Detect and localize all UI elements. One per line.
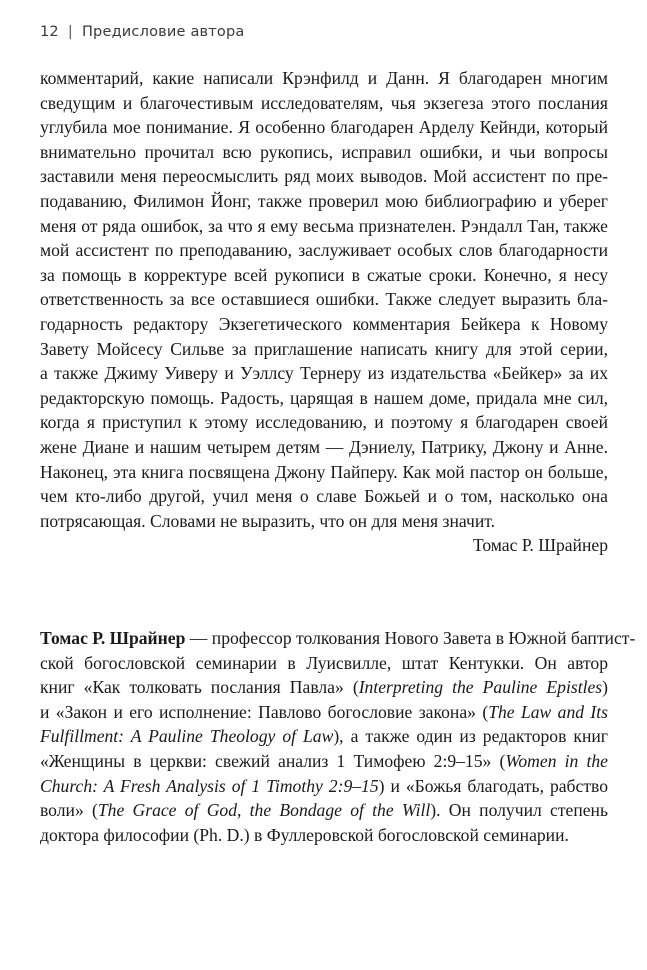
- bio-line: [40, 626, 636, 651]
- bio-book-title: The Grace of God, the Bondage of the Will: [97, 800, 431, 821]
- bio-book-title: Women in the: [505, 750, 608, 771]
- preface-line: меня от ряда ошибок, за что я ему весьма признателен. Рэндалл Тан, также: [40, 215, 608, 236]
- bio-text-segment: ): [602, 677, 608, 698]
- bio-line: [40, 675, 608, 700]
- preface-line: Наконец, эта книга посвящена Джону Пайперу. Как мой пастор он больше,: [40, 461, 608, 482]
- preface-line: годарность редактору Экзегетического комментария Бейкера к Новому: [40, 313, 608, 334]
- bio-line: [40, 749, 608, 774]
- bio-line: ской богословской семинарии в Луисвилле, штат Кентукки. Он автор: [40, 652, 608, 673]
- author-signature: Томас Р. Шрайнер: [472, 535, 608, 556]
- bio-text-segment: воли» (: [40, 800, 98, 821]
- bio-text-segment: книг «Как толковать послания Павла» (: [40, 677, 359, 698]
- running-head: [40, 24, 244, 40]
- preface-line: сведущим и благочестивым исследователям, чья экзегеза этого послания: [40, 92, 608, 113]
- preface-line: ответственность за все оставшиеся ошибки. Также следует выразить бла-: [40, 289, 608, 310]
- bio-line: [40, 724, 608, 749]
- bio-author-name: Томас Р. Шрайнер: [40, 628, 186, 648]
- bio-line: [40, 798, 608, 823]
- bio-book-title: Fulfillment: A Pauline Theology of Law: [40, 726, 334, 747]
- preface-line: внимательно прочитал всю рукопись, исправил ошибки, и чьи вопросы: [40, 141, 608, 162]
- author-bio: [40, 626, 636, 847]
- section-title: Предисловие автора: [81, 24, 245, 40]
- preface-line: комментарий, какие написали Крэнфилд и Данн. Я благодарен многим: [40, 68, 608, 88]
- preface-line: подаванию, Филимон Йонг, также проверил мою библиографию и уберег: [40, 190, 608, 211]
- bio-text-segment: ) и «Божья благодать, рабство: [378, 775, 608, 796]
- bio-book-title: The Law and Its: [488, 701, 609, 722]
- preface-line: чем кто-либо другой, учил меня о славе Божьей и о том, насколько она: [40, 486, 608, 507]
- preface-line: редакторскую помощь. Радость, царящая в нашем доме, придала мне сил,: [40, 387, 608, 408]
- bio-text-segment: «Женщины в церкви: свежий анализ 1 Тимофею 2:9–15» (: [40, 750, 506, 771]
- bio-book-title: Church: A Fresh Analysis of 1 Timothy 2:9–15: [40, 775, 379, 796]
- bio-line: [40, 774, 608, 799]
- bio-line: доктора философии (Ph. D.) в Фуллеровской богословской семинарии.: [40, 824, 569, 845]
- bio-text-segment: ), а также один из редакторов книг: [333, 726, 608, 747]
- bio-text-segment: и «Закон и его исполнение: Павлово богословие закона» (: [40, 701, 489, 722]
- preface-line: мой ассистент по преподаванию, заслуживает особых слов благодарности: [40, 240, 608, 261]
- bio-text-segment: — профессор толкования Нового Завета в Южной баптист-: [185, 628, 636, 648]
- preface-line: за помощь в корректуре всей рукописи в сжатые сроки. Конечно, я несу: [40, 264, 608, 285]
- page-number: 12: [40, 24, 59, 40]
- preface-line: когда я приступил к этому исследованию, и поэтому я благодарен своей: [40, 412, 608, 433]
- header-separator: |: [67, 24, 73, 40]
- bio-text-segment: ). Он получил степень: [430, 800, 608, 821]
- preface-line: жене Диане и нашим четырем детям — Дэниелу, Патрику, Джону и Анне.: [40, 436, 608, 457]
- bio-book-title: Interpreting the Pauline Epistles: [358, 677, 603, 698]
- preface-paragraph: [40, 66, 608, 558]
- preface-line: заставили меня переосмыслить ряд моих выводов. Мой ассистент по пре-: [40, 166, 608, 187]
- preface-line: потрясающая. Словами не выразить, что он для меня значит.: [40, 510, 496, 531]
- preface-line: а также Джиму Уиверу и Уэллсу Тернеру из издательства «Бейкер» за их: [40, 363, 608, 384]
- preface-line: углубила мое понимание. Я особенно благодарен Арделу Кейнди, который: [40, 117, 608, 138]
- preface-line: Завету Мойсесу Сильве за приглашение написать книгу для этой серии,: [40, 338, 608, 359]
- bio-line: [40, 700, 608, 725]
